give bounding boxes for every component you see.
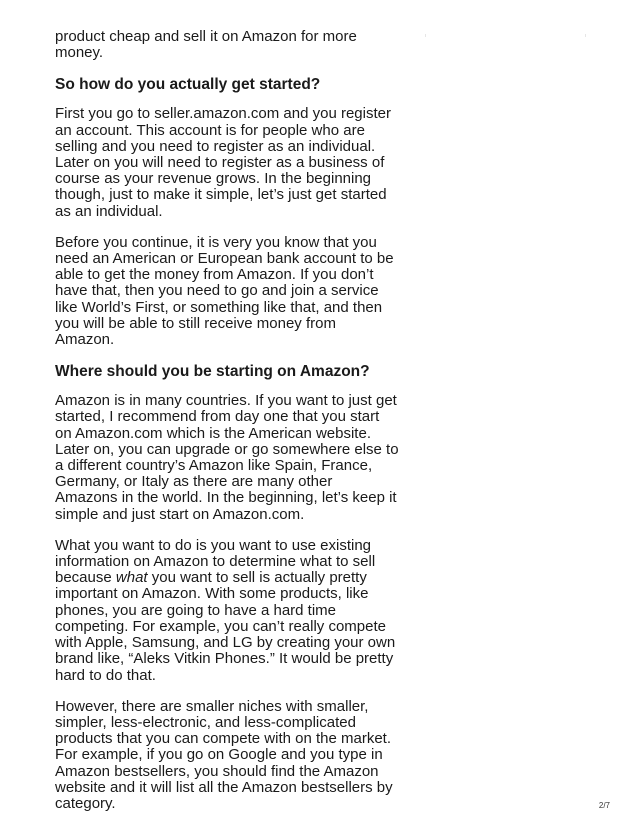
intro-paragraph: product cheap and sell it on Amazon for more money. [55, 28, 357, 62]
paragraph-what-to-sell-start: What you want to do is you want to use existing information on Amazon to determine what to sell because [55, 536, 376, 587]
page-content [55, 29, 405, 812]
heading-get-started: So how do you actually get started? [55, 76, 321, 94]
paragraph-bank-account: Before you continue, it is very you know that you need an American or European bank account to be able to get the money from Amazon. If you don’t have that, then you need to go and join a service like World’s First, or something like that, and then you will be able to still receive money from Amazon. [55, 233, 394, 349]
paragraph-what-to-sell [55, 538, 405, 684]
emphasis-what: what [115, 569, 148, 587]
faint-mark-left [425, 34, 426, 37]
heading-where-to-start: Where should you be starting on Amazon? [55, 363, 370, 381]
paragraph-register: First you go to seller.amazon.com and you register an account. This account is for people who are selling and you need to register as an individual. Later on you will need to register as a business of course as your revenue grows. In the beginning though, just to make it simple, let’s just get started as an individual. [55, 105, 391, 220]
paragraph-countries: Amazon is in many countries. If you want to just get started, I recommend from day one that you start on Amazon.com which is the American website. Later on, you can upgrade or go somewhere else to a different country’s Amazon like Spain, France, Germany, or Italy as there are many other Amazons in the world. In the beginning, let’s keep it simple and just start on Amazon.com. [55, 392, 399, 523]
paragraph-niches: However, there are smaller niches with smaller, simpler, less-electronic, and less-complicated products that you can compete with on the market. For example, if you go on Google and you type in Amazon bestsellers, you should find the Amazon website and it will list all the Amazon bestsellers by category. [55, 697, 393, 812]
page-number: 2/7 [598, 801, 610, 810]
faint-mark-right [585, 34, 586, 37]
paragraph-what-to-sell-end: you want to sell is actually pretty important on Amazon. With some products, like phones, you are going to have a hard time competing. For example, you can’t really compete with Apple, Samsung, and LG by creating your own brand like, “Aleks Vitkin Phones.” It would be pretty hard to do that. [55, 569, 396, 684]
